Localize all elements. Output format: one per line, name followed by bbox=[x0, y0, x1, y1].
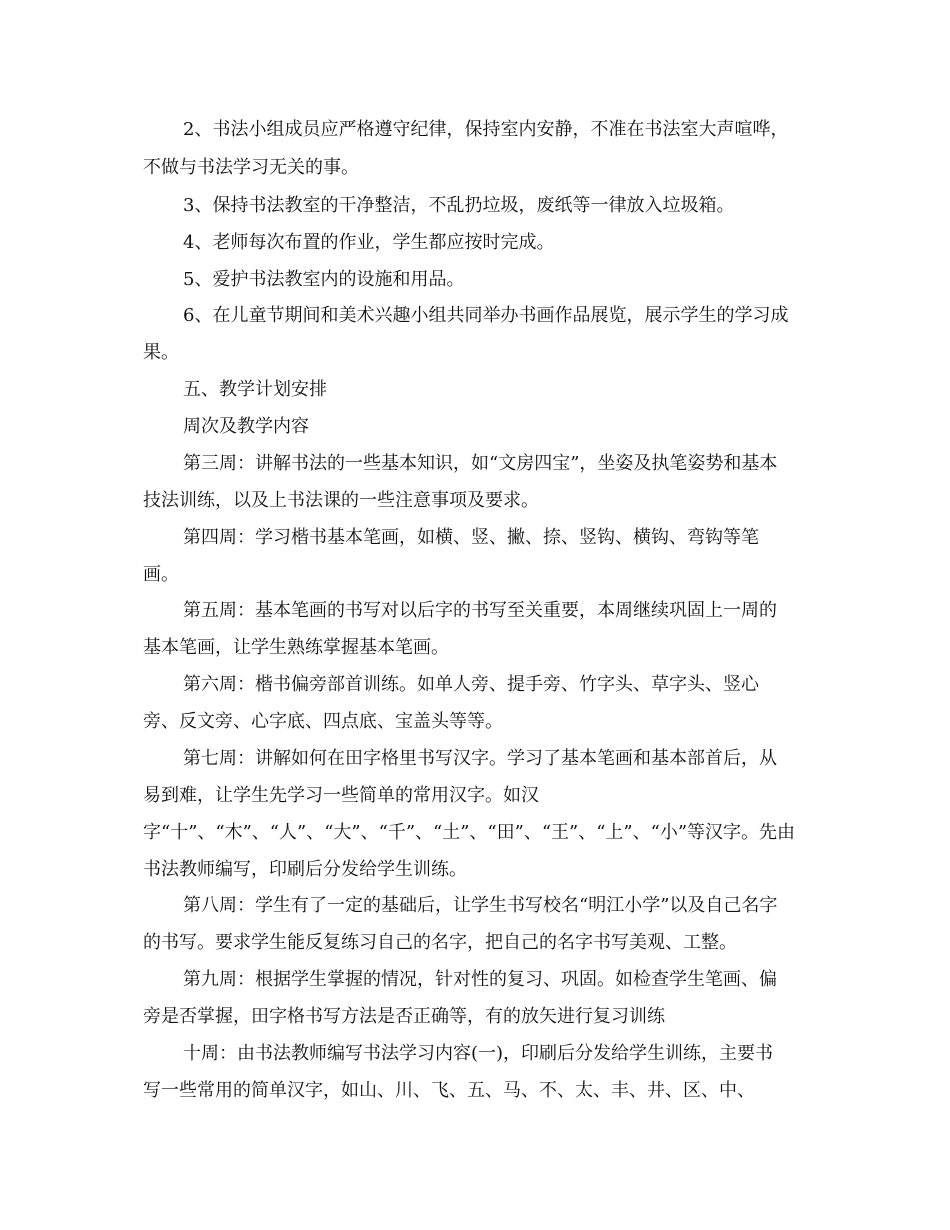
section-heading: 五、教学计划安排 bbox=[183, 379, 327, 400]
text-line-14: 第五周：基本笔画的书写对以后字的书写至关重要，本周继续巩固上一周的 bbox=[183, 600, 777, 621]
subheading: 周次及教学内容 bbox=[183, 416, 309, 437]
text-line-16: 第六周：楷书偏旁部首训练。如单人旁、提手旁、竹字头、草字头、竖心 bbox=[183, 674, 759, 695]
text-line-2: 不做与书法学习无关的事。 bbox=[143, 157, 359, 178]
text-line-27: 写一些常用的简单汉字，如山、川、飞、五、马、不、太、丰、井、区、中、 bbox=[143, 1080, 755, 1101]
text-line-23: 的书写。要求学生能反复练习自己的名字，把自己的名字书写美观、工整。 bbox=[143, 932, 737, 953]
text-line-15: 基本笔画，让学生熟练掌握基本笔画。 bbox=[143, 637, 449, 658]
text-line-24: 第九周：根据学生掌握的情况，针对性的复习、巩固。如检查学生笔画、偏 bbox=[183, 969, 777, 990]
text-line-22: 第八周：学生有了一定的基础后，让学生书写校名“明江小学”以及自己名字 bbox=[183, 895, 778, 916]
text-line-1: 2、书法小组成员应严格遵守纪律，保持室内安静，不准在书法室大声喧哗， bbox=[183, 119, 789, 140]
text-line-13: 画。 bbox=[143, 564, 179, 585]
text-line-5: 5、爱护书法教室内的设施和用品。 bbox=[183, 269, 465, 290]
text-line-18: 第七周：讲解如何在田字格里书写汉字。学习了基本笔画和基本部首后，从 bbox=[183, 748, 777, 769]
text-line-20: 字“十”、“木”、“人”、“大”、“千”、“土”、“田”、“王”、“上”、“小”等汉字。先由 bbox=[143, 822, 796, 843]
text-line-12: 第四周：学习楷书基本笔画，如横、竖、撇、捺、竖钩、横钩、弯钩等笔 bbox=[183, 527, 759, 548]
text-line-10: 第三周：讲解书法的一些基本知识，如“文房四宝”，坐姿及执笔姿势和基本 bbox=[183, 453, 778, 474]
text-line-7: 果。 bbox=[143, 342, 179, 363]
text-line-3: 3、保持书法教室的干净整洁，不乱扔垃圾，废纸等一律放入垃圾箱。 bbox=[183, 195, 735, 216]
text-line-6: 6、在儿童节期间和美术兴趣小组共同举办书画作品展览，展示学生的学习成 bbox=[183, 305, 789, 326]
text-line-21: 书法教师编写，印刷后分发给学生训练。 bbox=[143, 859, 467, 880]
text-line-25: 旁是否掌握，田字格书写方法是否正确等，有的放矢进行复习训练 bbox=[143, 1006, 665, 1027]
text-line-19: 易到难，让学生先学习一些简单的常用汉字。如汉 bbox=[143, 785, 539, 806]
text-line-26: 十周：由书法教师编写书法学习内容(一)，印刷后分发给学生训练，主要书 bbox=[183, 1043, 774, 1064]
text-line-17: 旁、反文旁、心字底、四点底、宝盖头等等。 bbox=[143, 711, 503, 732]
text-line-4: 4、老师每次布置的作业，学生都应按时完成。 bbox=[183, 232, 555, 253]
text-line-11: 技法训练，以及上书法课的一些注意事项及要求。 bbox=[143, 490, 539, 511]
